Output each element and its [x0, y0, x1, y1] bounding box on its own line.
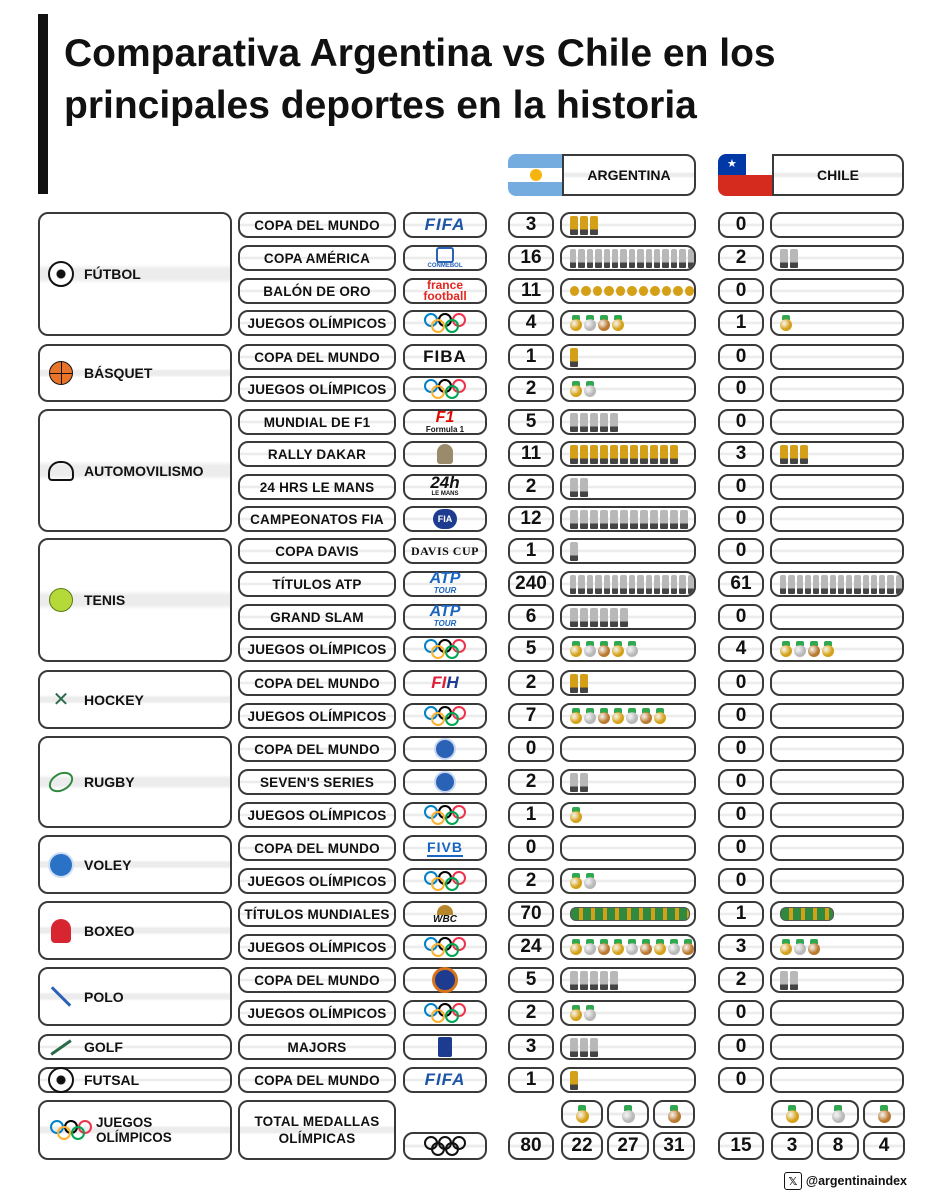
argentina-count: 1 [508, 1067, 554, 1093]
chile-trophies [770, 636, 904, 662]
argentina-trophies [560, 278, 696, 304]
argentina-count: 4 [508, 310, 554, 336]
chile-count: 0 [718, 376, 764, 402]
chile-trophies [770, 571, 904, 597]
argentina-trophies [560, 344, 696, 370]
page-title: Comparativa Argentina vs Chile en los principales deportes en la historia [64, 32, 776, 127]
title-accent-bar [38, 14, 48, 194]
boxing-glove-icon [48, 918, 74, 944]
row-subject: COPA DEL MUNDO [238, 967, 396, 993]
argentina-silver-count: 27 [607, 1132, 649, 1160]
sport-name: BOXEO [84, 922, 135, 939]
golf-club-icon [48, 1034, 74, 1060]
argentina-count: 6 [508, 604, 554, 630]
argentina-count: 11 [508, 441, 554, 467]
chile-count: 2 [718, 967, 764, 993]
argentina-trophies [560, 1034, 696, 1060]
argentina-count: 16 [508, 245, 554, 271]
argentina-bronze-count: 31 [653, 1132, 695, 1160]
argentina-trophies [560, 604, 696, 630]
argentina-trophies [560, 245, 696, 271]
tennis-ball-icon [48, 587, 74, 613]
chile-trophies [770, 901, 904, 927]
argentina-count: 2 [508, 769, 554, 795]
competition-logo: france football [403, 278, 487, 304]
argentina-count: 3 [508, 1034, 554, 1060]
chile-count: 1 [718, 901, 764, 927]
competition-logo [403, 868, 487, 894]
competition-logo [403, 441, 487, 467]
argentina-count: 1 [508, 802, 554, 828]
competition-logo [403, 736, 487, 762]
sport-name: VOLEY [84, 856, 132, 873]
polo-mallet-icon [48, 984, 74, 1010]
chile-count: 0 [718, 670, 764, 696]
chile-total-medals: 15 [718, 1132, 764, 1160]
soccer-ball-icon [48, 261, 74, 287]
chile-trophies [770, 604, 904, 630]
chile-trophies [770, 212, 904, 238]
chile-count: 0 [718, 1000, 764, 1026]
chile-trophies [770, 506, 904, 532]
argentina-count: 240 [508, 571, 554, 597]
chile-trophies [770, 441, 904, 467]
total-medals-label: TOTAL MEDALLAS OLÍMPICAS [238, 1100, 396, 1160]
row-subject: CAMPEONATOS FIA [238, 506, 396, 532]
chile-silver-medal-icon [817, 1100, 859, 1128]
row-subject: BALÓN DE ORO [238, 278, 396, 304]
sport-name: RUGBY [84, 774, 135, 790]
row-subject: COPA DEL MUNDO [238, 670, 396, 696]
chile-trophies [770, 1000, 904, 1026]
competition-logo [403, 310, 487, 336]
argentina-header: ARGENTINA [562, 154, 696, 196]
argentina-silver-medal-icon [607, 1100, 649, 1128]
argentina-trophies [560, 670, 696, 696]
argentina-trophies [560, 636, 696, 662]
row-subject: 24 HRS LE MANS [238, 474, 396, 500]
chile-trophies [770, 769, 904, 795]
chile-count: 0 [718, 506, 764, 532]
chile-trophies [770, 409, 904, 435]
argentina-trophies [560, 212, 696, 238]
chile-header: CHILE [772, 154, 904, 196]
basketball-icon [48, 360, 74, 386]
chile-trophies [770, 736, 904, 762]
chile-trophies [770, 670, 904, 696]
row-subject: JUEGOS OLÍMPICOS [238, 934, 396, 960]
argentina-count: 5 [508, 967, 554, 993]
sport-name: TENIS [84, 592, 126, 608]
argentina-trophies [560, 409, 696, 435]
volleyball-icon [48, 852, 74, 878]
chile-trophies [770, 835, 904, 861]
competition-logo [403, 1000, 487, 1026]
chile-silver-count: 8 [817, 1132, 859, 1160]
chile-trophies [770, 376, 904, 402]
competition-logo: 24h LE MANS [403, 474, 487, 500]
competition-logo [403, 636, 487, 662]
chile-gold-medal-icon [771, 1100, 813, 1128]
competition-logo: FIFA [403, 1067, 487, 1093]
argentina-count: 5 [508, 409, 554, 435]
chile-count: 0 [718, 474, 764, 500]
row-subject: COPA DEL MUNDO [238, 344, 396, 370]
chile-trophies [770, 868, 904, 894]
argentina-trophies [560, 571, 696, 597]
argentina-count: 7 [508, 703, 554, 729]
argentina-bronze-medal-icon [653, 1100, 695, 1128]
argentina-flag [508, 154, 564, 196]
sport-group [38, 1034, 232, 1060]
competition-logo [403, 1034, 487, 1060]
sport-name: FÚTBOL [84, 266, 141, 282]
sport-group [38, 967, 232, 1026]
argentina-count: 1 [508, 538, 554, 564]
chile-trophies [770, 967, 904, 993]
chile-count: 0 [718, 802, 764, 828]
row-subject: GRAND SLAM [238, 604, 396, 630]
helmet-icon [48, 458, 74, 484]
row-subject: JUEGOS OLÍMPICOS [238, 636, 396, 662]
chile-count: 0 [718, 703, 764, 729]
competition-logo: WBC [403, 901, 487, 927]
sport-group [38, 538, 232, 662]
argentina-count: 12 [508, 506, 554, 532]
chile-count: 3 [718, 441, 764, 467]
chile-count: 0 [718, 409, 764, 435]
sport-name: AUTOMOVILISMO [84, 462, 204, 479]
competition-logo: FIBA [403, 344, 487, 370]
argentina-count: 2 [508, 1000, 554, 1026]
argentina-count: 11 [508, 278, 554, 304]
row-subject: SEVEN'S SERIES [238, 769, 396, 795]
olympic-rings-icon [48, 1117, 94, 1143]
chile-count: 0 [718, 538, 764, 564]
sport-name: JUEGOS OLÍMPICOS [96, 1115, 172, 1145]
chile-count: 1 [718, 310, 764, 336]
chile-flag: ★ [718, 154, 774, 196]
argentina-trophies [560, 376, 696, 402]
argentina-trophies [560, 736, 696, 762]
argentina-trophies [560, 474, 696, 500]
row-subject: COPA DEL MUNDO [238, 736, 396, 762]
argentina-gold-count: 22 [561, 1132, 603, 1160]
chile-trophies [770, 934, 904, 960]
competition-logo [403, 376, 487, 402]
row-subject: TÍTULOS MUNDIALES [238, 901, 396, 927]
sport-group [38, 212, 232, 336]
competition-logo: ATP TOUR [403, 604, 487, 630]
chile-trophies [770, 703, 904, 729]
row-subject: JUEGOS OLÍMPICOS [238, 310, 396, 336]
chile-trophies [770, 802, 904, 828]
argentina-count: 5 [508, 636, 554, 662]
argentina-count: 3 [508, 212, 554, 238]
argentina-trophies [560, 868, 696, 894]
chile-count: 0 [718, 736, 764, 762]
argentina-count: 70 [508, 901, 554, 927]
sport-group [38, 409, 232, 532]
sport-group [38, 901, 232, 960]
row-subject: JUEGOS OLÍMPICOS [238, 376, 396, 402]
footer-handle[interactable]: @argentinaindex [805, 1174, 907, 1188]
row-subject: COPA AMÉRICA [238, 245, 396, 271]
competition-logo: DAVIS CUP [403, 538, 487, 564]
competition-logo [403, 967, 487, 993]
sport-name: FUTSAL [84, 1072, 140, 1088]
row-subject: COPA DEL MUNDO [238, 835, 396, 861]
row-subject: MAJORS [238, 1034, 396, 1060]
argentina-count: 2 [508, 376, 554, 402]
row-subject: JUEGOS OLÍMPICOS [238, 868, 396, 894]
sport-name: BÁSQUET [84, 365, 153, 381]
rugby-ball-icon [48, 769, 74, 795]
chile-trophies [770, 474, 904, 500]
argentina-count: 2 [508, 670, 554, 696]
chile-count: 0 [718, 769, 764, 795]
argentina-count: 2 [508, 474, 554, 500]
competition-logo [403, 934, 487, 960]
competition-logo: FIA [403, 506, 487, 532]
chile-count: 3 [718, 934, 764, 960]
chile-count: 0 [718, 212, 764, 238]
sport-group [38, 1067, 232, 1093]
row-subject: COPA DEL MUNDO [238, 1067, 396, 1093]
chile-bronze-medal-icon [863, 1100, 905, 1128]
chile-count: 4 [718, 636, 764, 662]
chile-count: 0 [718, 278, 764, 304]
chile-count: 2 [718, 245, 764, 271]
row-subject: JUEGOS OLÍMPICOS [238, 703, 396, 729]
row-subject: COPA DEL MUNDO [238, 212, 396, 238]
chile-trophies [770, 278, 904, 304]
argentina-trophies [560, 310, 696, 336]
chile-gold-count: 3 [771, 1132, 813, 1160]
argentina-trophies [560, 703, 696, 729]
competition-logo [403, 769, 487, 795]
chile-count: 0 [718, 604, 764, 630]
chile-trophies [770, 310, 904, 336]
competition-logo: CONMEBOL [403, 245, 487, 271]
chile-count: 0 [718, 868, 764, 894]
sport-group [38, 670, 232, 729]
argentina-trophies [560, 901, 696, 927]
chile-bronze-count: 4 [863, 1132, 905, 1160]
competition-logo [403, 802, 487, 828]
argentina-count: 2 [508, 868, 554, 894]
row-subject: JUEGOS OLÍMPICOS [238, 1000, 396, 1026]
sport-group [38, 835, 232, 894]
argentina-count: 0 [508, 736, 554, 762]
soccer-ball-icon [48, 1067, 74, 1093]
sport-group [38, 344, 232, 402]
competition-logo: FIVB [403, 835, 487, 861]
sport-name: GOLF [84, 1039, 123, 1055]
chile-count: 0 [718, 344, 764, 370]
argentina-count: 0 [508, 835, 554, 861]
sport-juegos-olimpicos [38, 1100, 232, 1160]
argentina-trophies [560, 769, 696, 795]
competition-logo: FIH [403, 670, 487, 696]
argentina-trophies [560, 835, 696, 861]
hockey-sticks-icon: ✕ [52, 688, 70, 711]
argentina-trophies [560, 441, 696, 467]
competition-logo: FIFA [403, 212, 487, 238]
row-subject: RALLY DAKAR [238, 441, 396, 467]
chile-trophies [770, 538, 904, 564]
sport-name: HOCKEY [84, 691, 144, 708]
argentina-trophies [560, 538, 696, 564]
sport-name: POLO [84, 988, 124, 1005]
olympic-rings-logo [403, 1132, 487, 1160]
competition-logo [403, 703, 487, 729]
chile-trophies [770, 344, 904, 370]
argentina-trophies [560, 1067, 696, 1093]
competition-logo: F1 Formula 1 [403, 409, 487, 435]
argentina-count: 24 [508, 934, 554, 960]
chile-trophies [770, 1067, 904, 1093]
footer-credit [784, 1172, 907, 1190]
argentina-trophies [560, 802, 696, 828]
row-subject: COPA DAVIS [238, 538, 396, 564]
argentina-count: 1 [508, 344, 554, 370]
row-subject: MUNDIAL DE F1 [238, 409, 396, 435]
argentina-trophies [560, 967, 696, 993]
row-subject: JUEGOS OLÍMPICOS [238, 802, 396, 828]
argentina-trophies [560, 934, 696, 960]
sport-group [38, 736, 232, 828]
chile-trophies [770, 245, 904, 271]
chile-count: 0 [718, 1034, 764, 1060]
chile-count: 0 [718, 1067, 764, 1093]
chile-count: 61 [718, 571, 764, 597]
competition-logo: ATP TOUR [403, 571, 487, 597]
chile-trophies [770, 1034, 904, 1060]
x-logo-icon: 𝕏 [784, 1172, 802, 1190]
row-subject: TÍTULOS ATP [238, 571, 396, 597]
argentina-trophies [560, 506, 696, 532]
argentina-gold-medal-icon [561, 1100, 603, 1128]
argentina-total-medals: 80 [508, 1132, 554, 1160]
argentina-trophies [560, 1000, 696, 1026]
chile-count: 0 [718, 835, 764, 861]
